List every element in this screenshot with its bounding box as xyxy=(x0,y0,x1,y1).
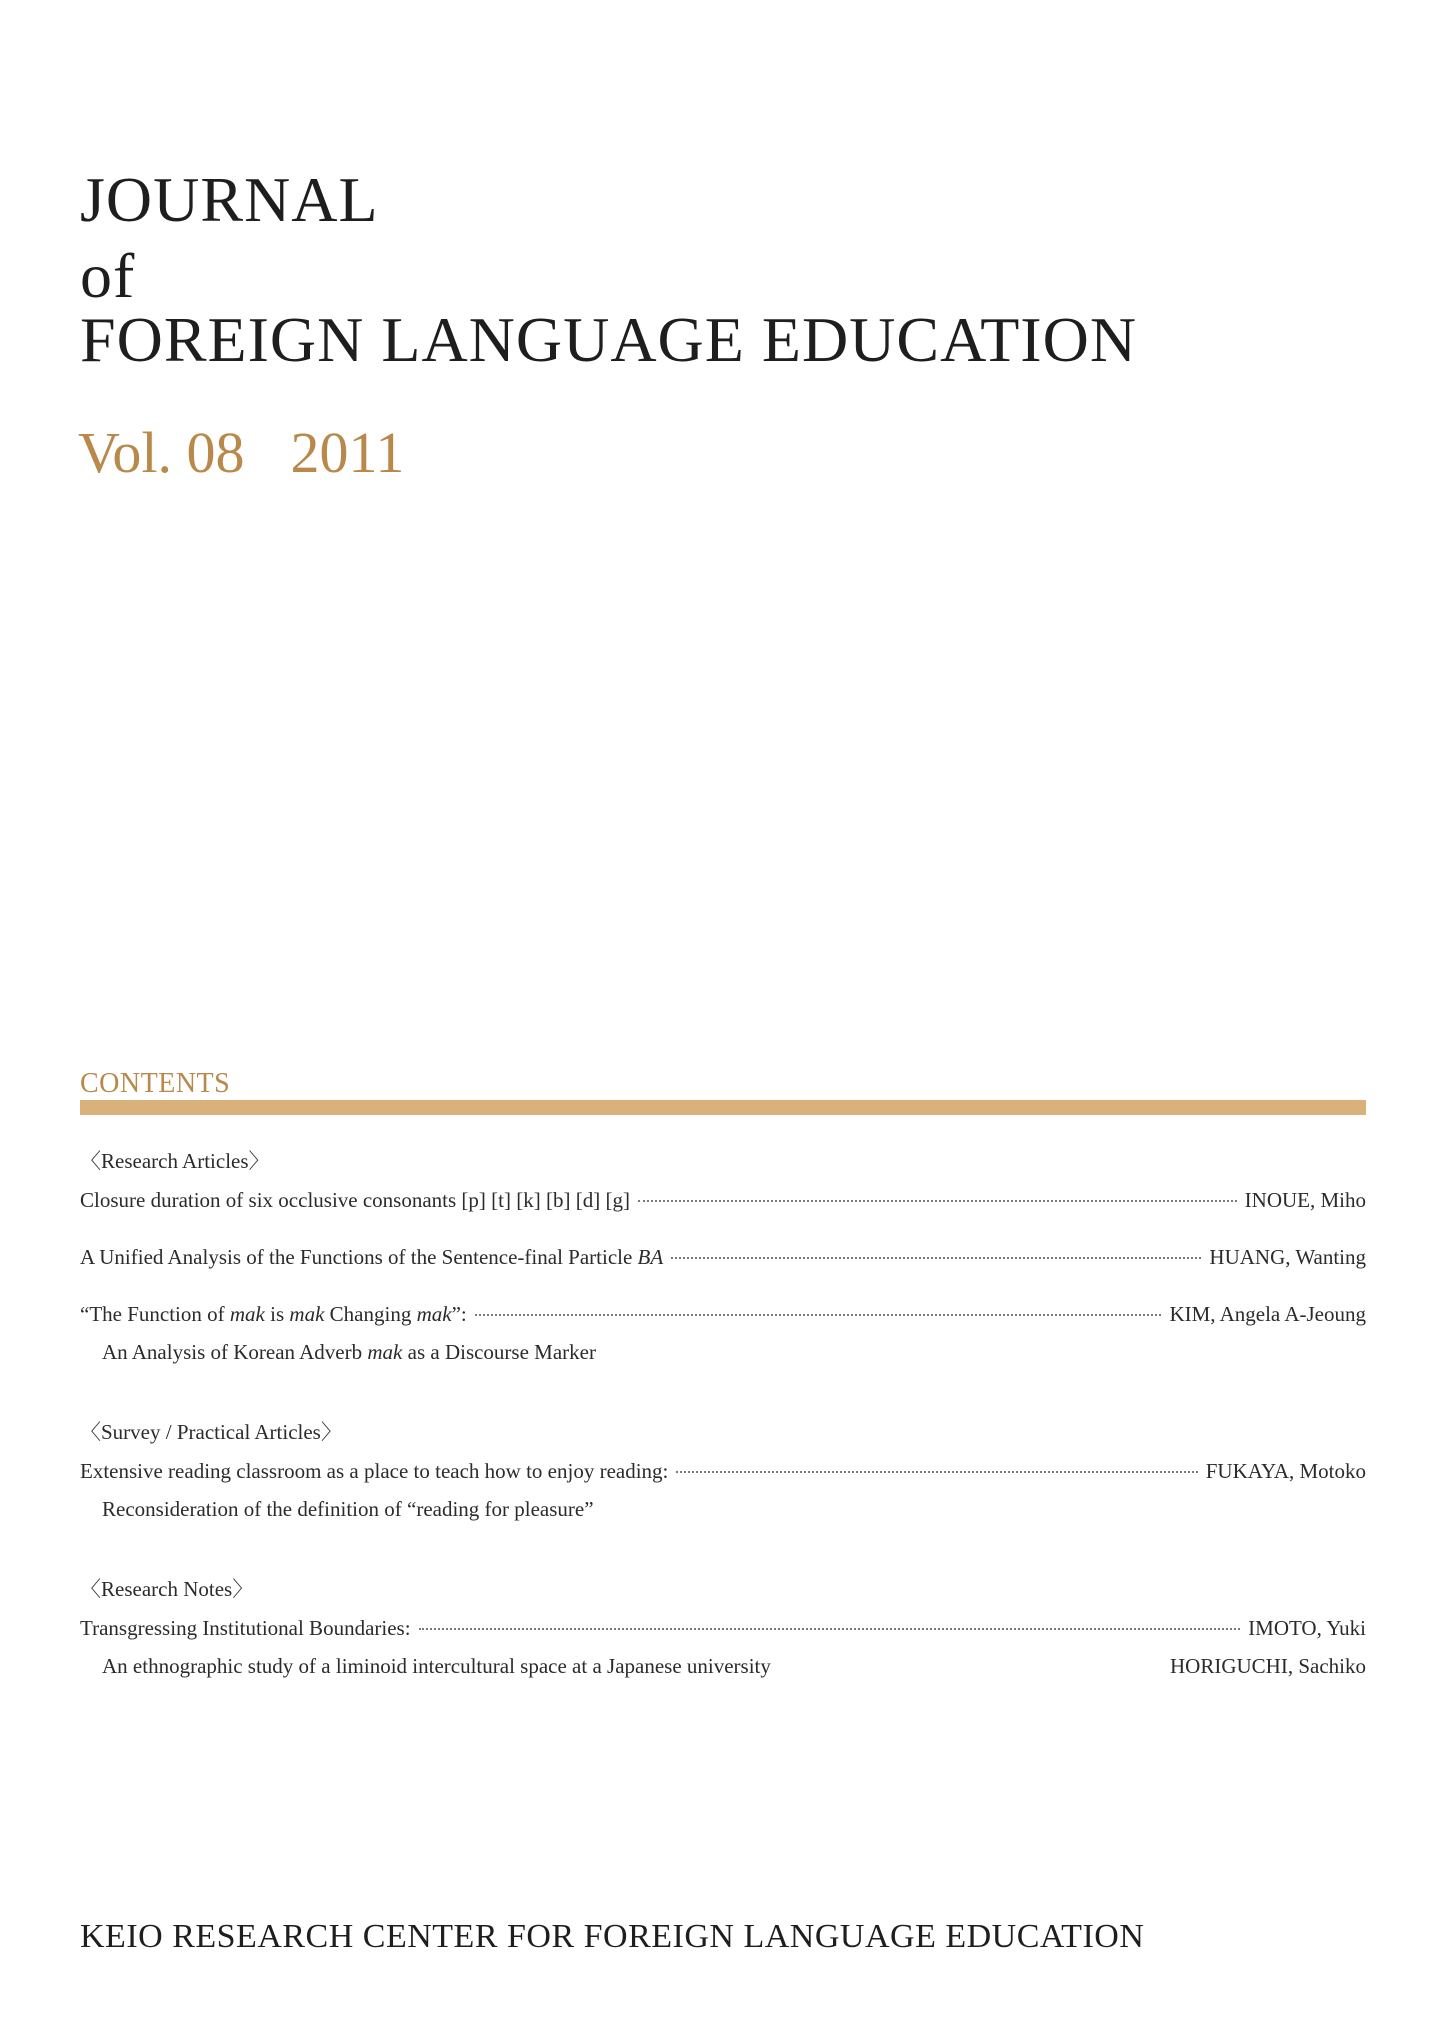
entry-subtitle-italic: mak xyxy=(367,1340,403,1364)
entry-author: IMOTO, Yuki xyxy=(1248,1616,1366,1640)
entry-title xyxy=(80,1245,663,1270)
toc-entry[interactable] xyxy=(80,1245,1366,1270)
entry-second-author: HORIGUCHI, Sachiko xyxy=(1170,1654,1366,1678)
entry-title xyxy=(80,1302,467,1327)
entry-subtitle-text: as a Discourse Marker xyxy=(402,1340,596,1364)
volume-line xyxy=(78,420,405,485)
toc-entry[interactable] xyxy=(80,1616,1366,1641)
dot-leader xyxy=(475,1314,1162,1316)
dot-leader xyxy=(419,1628,1241,1630)
entry-subtitle: Reconsideration of the definition of “reading for pleasure” xyxy=(102,1497,594,1521)
entry-title-text: A Unified Analysis of the Functions of the Sentence-final Particle xyxy=(80,1245,638,1269)
title-line-foreign-language-education: FOREIGN LANGUAGE EDUCATION xyxy=(80,304,1138,375)
title-line-of: of xyxy=(80,240,136,311)
entry-title: Extensive reading classroom as a place to teach how to enjoy reading: xyxy=(80,1459,669,1483)
entry-title-italic: BA xyxy=(637,1245,664,1269)
entry-subtitle: An ethnographic study of a liminoid intercultural space at a Japanese university xyxy=(102,1654,771,1678)
dot-leader xyxy=(638,1200,1237,1202)
entry-subtitle-text: An Analysis of Korean Adverb xyxy=(102,1340,368,1364)
entry-title: Closure duration of six occlusive consonants [p] [t] [k] [b] [d] [g] xyxy=(80,1188,630,1212)
section-label-research-articles: 〈Research Articles〉 xyxy=(80,1149,270,1173)
entry-author: INOUE, Miho xyxy=(1244,1188,1366,1212)
entry-author: FUKAYA, Motoko xyxy=(1205,1459,1366,1483)
volume-number: Vol. 08 xyxy=(78,420,245,485)
entry-title: Transgressing Institutional Boundaries: xyxy=(80,1616,411,1640)
entry-title-italic: mak xyxy=(229,1302,265,1326)
toc-entry[interactable] xyxy=(80,1188,1366,1213)
entry-subtitle xyxy=(102,1340,596,1365)
entry-title-italic: mak xyxy=(289,1302,325,1326)
entry-title-text: Changing xyxy=(324,1302,417,1326)
entry-author: HUANG, Wanting xyxy=(1209,1245,1366,1269)
toc-entry[interactable] xyxy=(80,1459,1366,1484)
entry-title-text: is xyxy=(264,1302,290,1326)
entry-title-text: “The Function of xyxy=(80,1302,230,1326)
contents-divider xyxy=(80,1100,1366,1115)
entry-title-text: ”: xyxy=(451,1302,467,1326)
title-line-journal: JOURNAL xyxy=(80,164,379,235)
section-label-research-notes: 〈Research Notes〉 xyxy=(80,1577,254,1601)
section-label-survey-practical-articles: 〈Survey / Practical Articles〉 xyxy=(80,1420,342,1444)
dot-leader xyxy=(676,1471,1197,1473)
dot-leader xyxy=(671,1257,1201,1259)
volume-year: 2011 xyxy=(290,420,405,485)
toc-entry[interactable] xyxy=(80,1302,1366,1327)
entry-title-italic: mak xyxy=(416,1302,452,1326)
contents-heading: CONTENTS xyxy=(80,1068,231,1099)
entry-author: KIM, Angela A-Jeoung xyxy=(1169,1302,1366,1326)
publisher-name: KEIO RESEARCH CENTER FOR FOREIGN LANGUAGE EDUCATION xyxy=(80,1918,1145,1955)
